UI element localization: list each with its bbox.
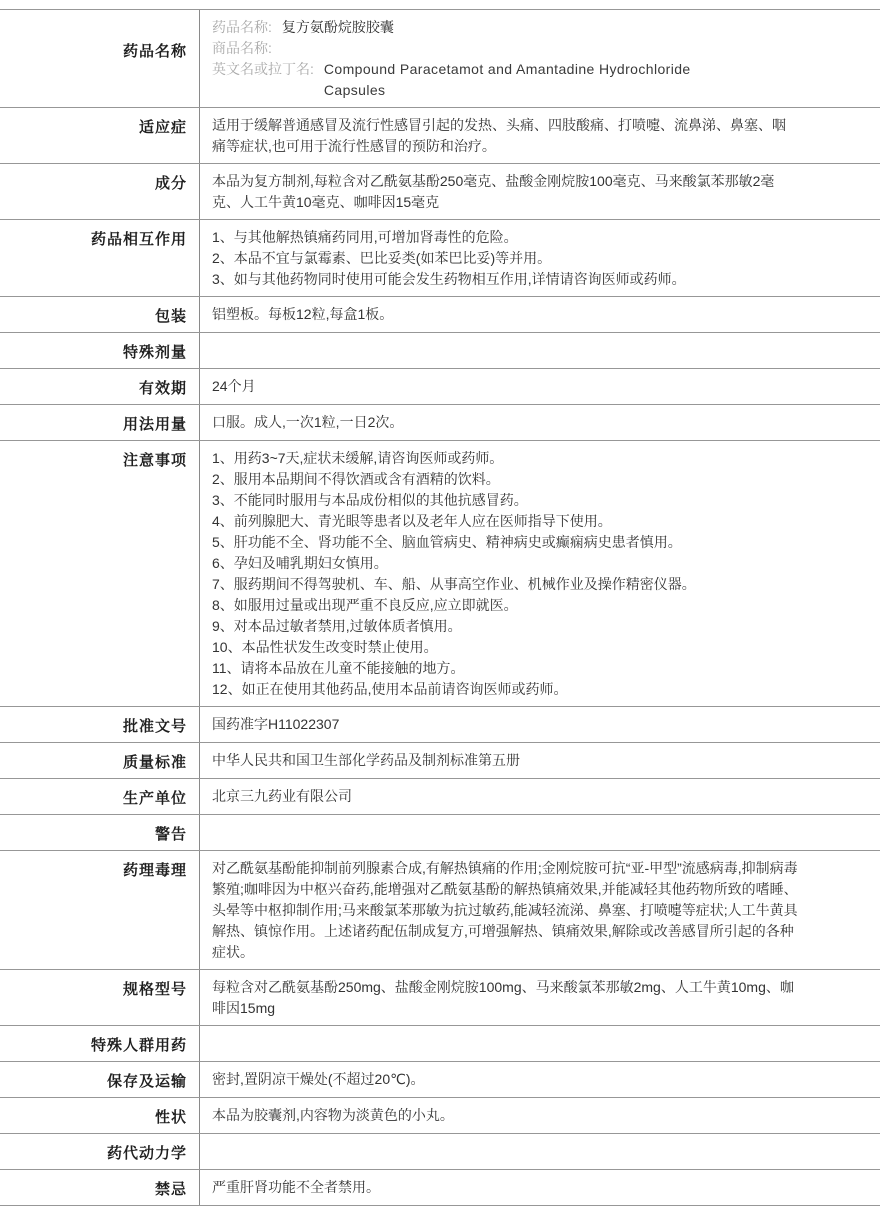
content-line: 3、不能同时服用与本品成份相似的其他抗感冒药。 (212, 492, 528, 508)
content-line: 1、用药3~7天,症状未缓解,请咨询医师或药师。 (212, 450, 504, 466)
row-label: 特殊人群用药 (0, 1026, 200, 1061)
row-content (200, 333, 880, 368)
row-content (200, 707, 880, 742)
content-line: 10、本品性状发生改变时禁止使用。 (212, 639, 438, 655)
field-value: 复方氨酚烷胺胶囊 (281, 19, 394, 35)
table-row (0, 851, 880, 970)
row-label: 规格型号 (0, 970, 200, 1025)
field-label: 药品名称: (212, 19, 272, 35)
table-row (0, 707, 880, 743)
content-line: 8、如服用过量或出现严重不良反应,应立即就医。 (212, 597, 518, 613)
content-line: 11、请将本品放在儿童不能接触的地方。 (212, 660, 465, 676)
row-content (200, 1170, 880, 1205)
content-line: 6、孕妇及哺乳期妇女慎用。 (212, 555, 388, 571)
table-row (0, 1170, 880, 1206)
row-content-text: 24个月 (212, 378, 256, 394)
row-label: 特殊剂量 (0, 333, 200, 368)
row-content (200, 108, 880, 163)
content-line: 5、肝功能不全、肾功能不全、脑血管病史、精神病史或癫痫病史患者慎用。 (212, 534, 682, 550)
row-content-text: 口服。成人,一次1粒,一日2次。 (212, 414, 404, 430)
field-label: 英文名或拉丁名: (212, 61, 314, 77)
content-line: 12、如正在使用其他药品,使用本品前请咨询医师或药师。 (212, 681, 568, 697)
row-label: 保存及运输 (0, 1062, 200, 1097)
row-label: 质量标准 (0, 743, 200, 778)
row-content (200, 779, 880, 814)
row-content-text: 本品为复方制剂,每粒含对乙酰氨基酚250毫克、盐酸金刚烷胺100毫克、马来酸氯苯那敏2毫克、人工牛黄10毫克、咖啡因15毫克 (212, 173, 775, 210)
row-content (200, 970, 880, 1025)
row-label: 包装 (0, 297, 200, 332)
content-line: 9、对本品过敏者禁用,过敏体质者慎用。 (212, 618, 462, 634)
field-value: Compound Paracetamot and Amantadine Hydrochloride Capsules (323, 61, 691, 98)
row-label: 药品名称 (0, 10, 200, 107)
row-label: 药品相互作用 (0, 220, 200, 296)
row-content (200, 441, 880, 706)
row-content (200, 743, 880, 778)
table-row (0, 164, 880, 220)
row-label: 成分 (0, 164, 200, 219)
row-content (200, 297, 880, 332)
row-content-text: 中华人民共和国卫生部化学药品及制剂标准第五册 (212, 752, 520, 768)
field-line (212, 17, 798, 38)
table-row (0, 743, 880, 779)
table-row (0, 1134, 880, 1170)
row-content-text: 本品为胶囊剂,内容物为淡黄色的小丸。 (212, 1107, 454, 1123)
content-line: 3、如与其他药物同时使用可能会发生药物相互作用,详情请咨询医师或药师。 (212, 271, 686, 287)
table-row (0, 333, 880, 369)
row-content (200, 405, 880, 440)
row-content-text: 铝塑板。每板12粒,每盒1板。 (212, 306, 394, 322)
content-line: 2、本品不宜与氯霉素、巴比妥类(如苯巴比妥)等并用。 (212, 250, 552, 266)
row-content-text: 适用于缓解普通感冒及流行性感冒引起的发热、头痛、四肢酸痛、打喷嚏、流鼻涕、鼻塞、咽痛等症状,也可用于流行性感冒的预防和治疗。 (212, 117, 786, 154)
row-content (200, 851, 880, 969)
table-row (0, 1062, 880, 1098)
row-content-text (212, 448, 798, 700)
table-row (0, 369, 880, 405)
field-line (212, 59, 798, 101)
table-row (0, 779, 880, 815)
row-content (200, 220, 880, 296)
row-label: 药代动力学 (0, 1134, 200, 1169)
table-row (0, 815, 880, 851)
table-row (0, 1098, 880, 1134)
table-row (0, 970, 880, 1026)
row-label: 适应症 (0, 108, 200, 163)
row-label: 警告 (0, 815, 200, 850)
row-content (200, 1134, 880, 1169)
row-label: 生产单位 (0, 779, 200, 814)
row-content-text: 对乙酰氨基酚能抑制前列腺素合成,有解热镇痛的作用;金刚烷胺可抗“亚-甲型”流感病毒,抑制病毒繁殖;咖啡因为中枢兴奋药,能增强对乙酰氨基酚的解热镇痛效果,并能减轻其他药物所致的嗜睡、头晕等中枢抑制作用;马来酸氯苯那敏为抗过敏药,能减轻流涕、鼻塞、打喷嚏等症状;人工牛黄具解热、镇惊作用。上述诸药配伍制成复方,可增强解热、镇痛效果,解除或改善感冒所引起的各种症状。 (212, 860, 798, 960)
table-row (0, 220, 880, 297)
row-label: 批准文号 (0, 707, 200, 742)
row-content-text: 严重肝肾功能不全者禁用。 (212, 1179, 380, 1195)
table-row (0, 108, 880, 164)
content-line: 1、与其他解热镇痛药同用,可增加肾毒性的危险。 (212, 229, 518, 245)
table-row (0, 405, 880, 441)
row-label: 性状 (0, 1098, 200, 1133)
table-row (0, 1026, 880, 1062)
row-content (200, 1098, 880, 1133)
row-content (200, 369, 880, 404)
drug-info-table (0, 9, 880, 1206)
row-label: 有效期 (0, 369, 200, 404)
row-label: 禁忌 (0, 1170, 200, 1205)
row-content-text: 每粒含对乙酰氨基酚250mg、盐酸金刚烷胺100mg、马来酸氯苯那敏2mg、人工牛黄10mg、咖啡因15mg (212, 979, 794, 1016)
table-row (0, 10, 880, 108)
row-content-text: 密封,置阴凉干燥处(不超过20℃)。 (212, 1071, 425, 1087)
row-label: 用法用量 (0, 405, 200, 440)
table-row (0, 297, 880, 333)
row-content (200, 164, 880, 219)
row-label: 药理毒理 (0, 851, 200, 969)
row-content (200, 1062, 880, 1097)
row-content (200, 10, 880, 107)
field-label: 商品名称: (212, 40, 272, 56)
row-content (200, 1026, 880, 1061)
table-row (0, 441, 880, 707)
content-line: 4、前列腺肥大、青光眼等患者以及老年人应在医师指导下使用。 (212, 513, 612, 529)
row-label: 注意事项 (0, 441, 200, 706)
content-line: 7、服药期间不得驾驶机、车、船、从事高空作业、机械作业及操作精密仪器。 (212, 576, 696, 592)
row-content-text: 国药准字H11022307 (212, 716, 340, 732)
content-line: 2、服用本品期间不得饮酒或含有酒精的饮料。 (212, 471, 500, 487)
row-content-text (212, 227, 798, 290)
row-content (200, 815, 880, 850)
row-content-text (212, 17, 798, 101)
field-line (212, 38, 798, 59)
row-content-text: 北京三九药业有限公司 (212, 788, 352, 804)
